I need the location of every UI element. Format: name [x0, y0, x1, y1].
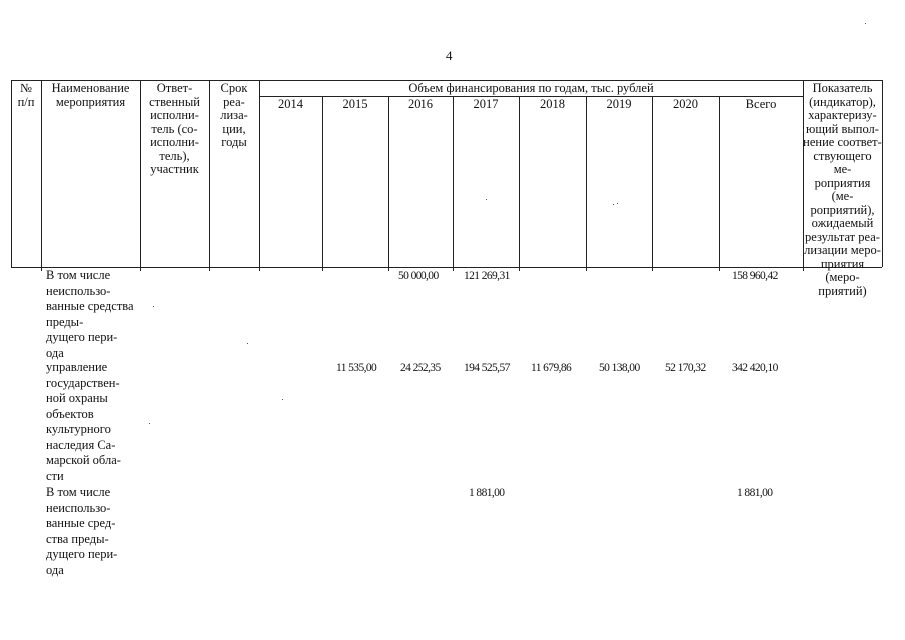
scan-speck [486, 199, 487, 200]
col-tick [652, 267, 653, 271]
col-divider-2016 [453, 96, 454, 267]
col-tick [586, 267, 587, 271]
col-tick [209, 267, 210, 271]
col-divider-2020 [719, 96, 720, 267]
header-col-indicator: Показатель (индикатор), характеризу- ющий выпол- нение соответ- ствующего ме- роприятия (ме- роприятий), ожидаемый результат реа- лизации меро- приятия (меро- приятий) [803, 81, 882, 298]
scan-speck [617, 203, 618, 204]
col-divider-2019 [652, 96, 653, 267]
page-number: 4 [446, 48, 453, 63]
funding-subheader-divider [259, 96, 803, 97]
scan-speck [153, 306, 154, 307]
table-right-border [882, 80, 883, 267]
cell-2016: 50 000,00 [398, 270, 439, 282]
scan-speck [613, 204, 614, 205]
col-tick [719, 267, 720, 271]
col-tick [259, 267, 260, 271]
cell-2016: 24 252,35 [400, 362, 441, 374]
header-year-2015: 2015 [342, 97, 368, 111]
col-tick [41, 267, 42, 271]
header-funding-title: Объем финансирования по годам, тыс. рублей [408, 81, 654, 95]
cell-2017: 121 269,31 [464, 270, 510, 282]
cell-2015: 11 535,00 [336, 362, 377, 374]
scan-speck [282, 399, 283, 400]
col-tick [453, 267, 454, 271]
header-year-2020: 2020 [673, 97, 698, 111]
cell-2017: 194 525,57 [464, 362, 510, 374]
header-col-num: № п/п [17, 81, 35, 109]
col-tick [322, 267, 323, 271]
header-year-2018: 2018 [540, 97, 565, 111]
header-year-2017: 2017 [473, 97, 499, 111]
col-tick [519, 267, 520, 271]
scan-speck [149, 423, 150, 424]
cell-total: 1 881,00 [737, 487, 773, 499]
col-divider-2014 [322, 96, 323, 267]
header-year-2014: 2014 [278, 97, 303, 111]
col-tick [388, 267, 389, 271]
header-year-2016: 2016 [408, 97, 433, 111]
cell-total: 342 420,10 [732, 362, 778, 374]
header-col-responsible: Ответ- ственный исполни- тель (со- исполни- тель), участник [149, 81, 200, 176]
header-col-term: Срок реа- лиза- ции, годы [220, 81, 248, 149]
header-year-2019: 2019 [606, 97, 632, 111]
cell-2020: 52 170,32 [665, 362, 706, 374]
header-col-name: Наименование мероприятия [51, 81, 130, 109]
row-name: В том числе неиспользо- ванные средства преды- дущего пери- ода [46, 268, 134, 360]
col-divider-2018 [586, 96, 587, 267]
scan-speck [247, 343, 248, 344]
header-total: Всего [745, 97, 777, 111]
scan-speck [865, 23, 866, 24]
row-name: В том числе неиспользо- ванные сред- ства преды- дущего пери- ода [46, 485, 118, 577]
cell-2017: 1 881,00 [469, 487, 505, 499]
cell-total: 158 960,42 [732, 270, 778, 282]
col-divider-2017 [519, 96, 520, 267]
cell-2018: 11 679,86 [531, 362, 572, 374]
row-name: управление государствен- ной охраны объектов культурного наследия Са- марской обла- сти [46, 360, 121, 483]
col-divider-2015 [388, 96, 389, 267]
cell-2019: 50 138,00 [599, 362, 640, 374]
